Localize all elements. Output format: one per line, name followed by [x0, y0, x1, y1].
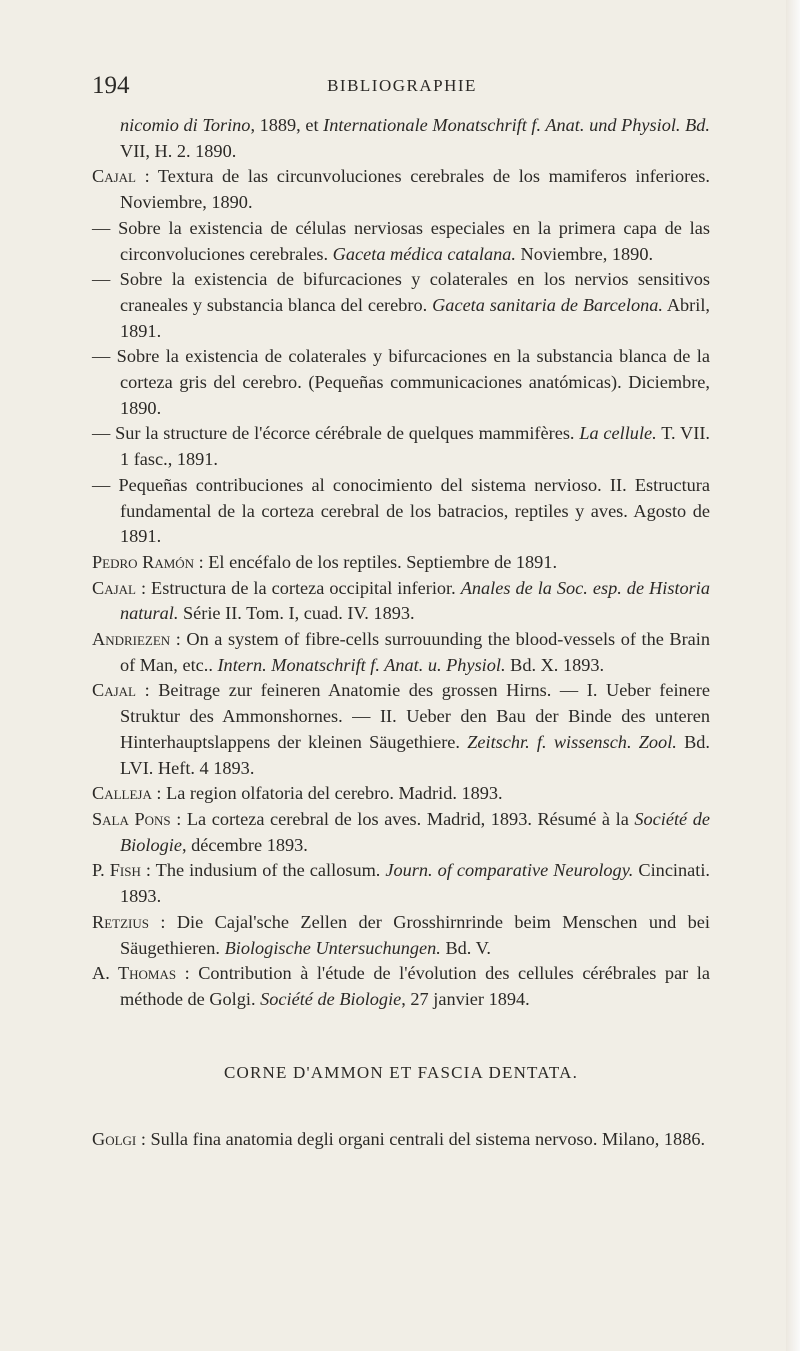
entry-title-italic: Gaceta médica catalana.: [332, 243, 516, 264]
entry-title-italic: Biologische Untersuchungen.: [224, 937, 441, 958]
bibliography-entry: [92, 550, 710, 576]
entry-author: A. Thomas: [92, 963, 177, 984]
bibliography-entry: [92, 910, 710, 961]
entry-text: , décembre 1893.: [181, 834, 308, 855]
entry-author: Golgi: [92, 1129, 137, 1150]
entry-author: —: [92, 346, 111, 367]
entry-author: Calleja: [92, 783, 152, 804]
entry-text: : Estructura de la corteza occipital inferior.: [135, 577, 461, 598]
entry-title-italic: Gaceta sanitaria de Barcelona.: [432, 294, 663, 315]
entry-author: Cajal: [92, 166, 136, 187]
entry-text: Pequeñas contribuciones al conocimiento del sistema nervioso. II. Estructura fundamental de la corteza cerebral de los batracios, reptiles y aves. Agosto de 1891.: [110, 474, 710, 547]
entry-title-italic: nicomio di Torino: [120, 115, 251, 135]
entry-author: Sala Pons: [92, 808, 171, 829]
entry-text: , 27 janvier 1894.: [401, 988, 530, 1009]
bibliography-list-after: [92, 1127, 710, 1153]
entry-author: P. Fish: [92, 860, 141, 881]
entry-author: —: [92, 423, 111, 444]
entry-author: —: [92, 269, 111, 290]
entry-text: Sur la structure de l'écorce cérébrale de quelques mammifères.: [110, 423, 580, 444]
entry-text: Sobre la existencia de bifurcaciones y colaterales en los nervios sensitivos craneales y substancia blanca del cerebro.: [110, 269, 710, 315]
entry-author: Pedro Ramón: [92, 551, 195, 572]
bibliography-entry: [92, 961, 710, 1012]
bibliography-body: [92, 113, 710, 1153]
entry-text: : Sulla fina anatomia degli organi centrali del sistema nervoso. Milano, 1886.: [136, 1129, 706, 1150]
bibliography-entry: [92, 164, 710, 215]
bibliography-entry: [92, 344, 710, 421]
entry-title-italic: Société de Biologie: [260, 988, 402, 1009]
entry-title-italic: Anales de la Soc. esp. de Historia natural.: [120, 577, 711, 624]
entry-author: —: [92, 217, 111, 238]
entry-text: T. VII. 1 fasc., 1891.: [120, 423, 710, 470]
entry-title-italic: Société de Biologie: [120, 808, 710, 855]
bibliography-entry: [92, 421, 710, 472]
entry-text: Bd. LVI. Heft. 4 1893.: [120, 731, 710, 778]
entry-author: Cajal: [92, 577, 136, 598]
entry-text: : On a system of fibre-cells surrouunding the blood-vessels of the Brain of Man, etc..: [120, 629, 710, 675]
entry-text: Sobre la existencia de colaterales y bifurcaciones en la substancia blanca de la corteza gris del cerebro. (Pequeñas communicaciones anatómicas). Diciembre, 1890.: [110, 346, 710, 418]
bibliography-entry: [92, 627, 710, 678]
entry-text: : Textura de las circunvoluciones cerebrales de los mamiferos inferiores. Noviembre, 1890.: [120, 166, 710, 213]
entry-text: Série II. Tom. I, cuad. IV. 1893.: [178, 603, 415, 624]
entry-text: : El encéfalo de los reptiles. Septiembre de 1891.: [194, 551, 558, 572]
bibliography-entry: [92, 781, 710, 807]
entry-text: Noviembre, 1890.: [515, 243, 654, 264]
entry-title-italic: La cellule.: [579, 423, 657, 444]
entry-author: Cajal: [92, 680, 136, 701]
entry-title-italic: Intern. Monatschrift f. Anat. u. Physiol.: [217, 654, 506, 675]
page-header: [92, 72, 712, 102]
entry-text: : Die Cajal'sche Zellen der Grosshirnrinde beim Menschen und bei Säugethieren.: [120, 911, 710, 958]
bibliography-entry: [92, 1127, 710, 1153]
entry-text: Bd. X. 1893.: [505, 654, 605, 675]
entry-text: : Beitrage zur feineren Anatomie des grossen Hirns. — I. Ueber feinere Struktur des Ammonshornes. — II. Ueber den Bau der Binde des unteren Hinterhauptslappens der kleinen Säugethiere.: [120, 680, 710, 752]
entry-text: : La corteza cerebral de los aves. Madrid, 1893. Résumé à la: [170, 808, 635, 829]
entry-author: —: [92, 474, 111, 495]
bibliography-entry: [92, 113, 710, 164]
entry-text: Bd. V.: [440, 937, 492, 958]
entry-text: Cincinati. 1893.: [120, 860, 710, 907]
entry-text: : Contribution à l'étude de l'évolution des cellules cérébrales par la méthode de Golgi.: [120, 963, 710, 1009]
entry-author: Andriezen: [92, 629, 171, 650]
entry-text: , 1889, et: [250, 115, 324, 135]
page-number: 194: [92, 72, 130, 99]
entry-text: VII, H. 2. 1890.: [120, 140, 237, 161]
bibliography-entry: [92, 473, 710, 550]
bibliography-entry: [92, 858, 710, 909]
bibliography-entry: [92, 267, 710, 344]
entry-text: Abril, 1891.: [120, 294, 710, 341]
entry-title-italic: Journ. of comparative Neurology.: [385, 860, 634, 881]
bibliography-entry: [92, 576, 710, 627]
entry-text: : The indusium of the callosum.: [140, 860, 386, 881]
bibliography-list: [92, 113, 710, 1013]
entry-text: Sobre la existencia de células nerviosas especiales en la primera capa de las circonvoluciones cerebrales.: [110, 217, 710, 264]
section-heading: CORNE D'AMMON ET FASCIA DENTATA.: [223, 1062, 579, 1082]
bibliography-entry: [92, 678, 710, 781]
entry-title-italic: Zeitschr. f. wissensch. Zool.: [467, 731, 677, 752]
page-edge: [786, 0, 800, 1351]
bibliography-entry: [92, 216, 710, 267]
entry-title-italic: Internationale Monatschrift f. Anat. und Physiol. Bd.: [323, 115, 710, 135]
entry-author: Retzius: [92, 911, 149, 932]
bibliography-entry: [92, 807, 710, 858]
running-title: BIBLIOGRAPHIE: [327, 76, 477, 95]
entry-text: : La region olfatoria del cerebro. Madrid. 1893.: [151, 783, 503, 804]
